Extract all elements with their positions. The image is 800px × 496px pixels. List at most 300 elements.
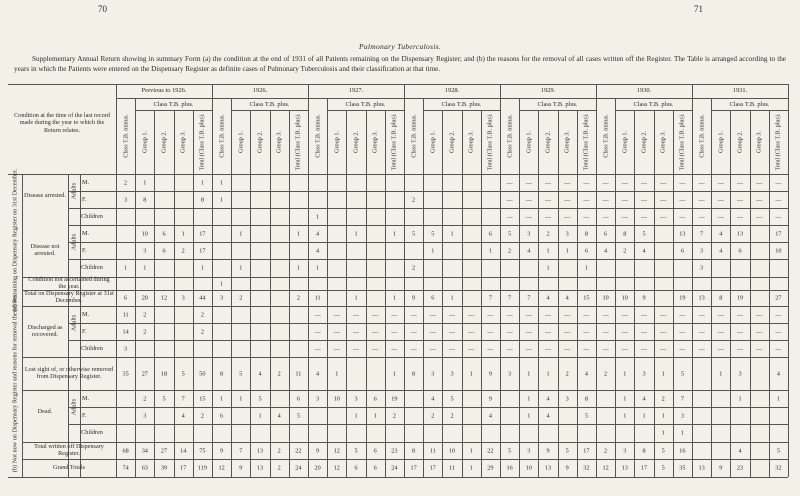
table-cell: 13 [679, 230, 686, 237]
table-cell: 2 [412, 196, 416, 203]
row-rule [68, 259, 788, 260]
table-cell: — [698, 328, 705, 335]
column-header: Group 1. [237, 131, 245, 153]
table-cell: 9 [546, 447, 550, 454]
table-cell: — [564, 213, 571, 220]
table-cell: 4 [181, 412, 185, 419]
table-cell: 17 [775, 230, 782, 237]
column-rule [154, 110, 155, 477]
column-rule [231, 98, 232, 477]
section-b-label: (b) Not now on Dispensary Register and reasons for removal therefrom. [11, 293, 19, 472]
table-cell: 3 [700, 264, 704, 272]
table-cell: 2 [296, 294, 300, 302]
column-header: Group 3. [467, 131, 475, 153]
table-cell: 3 [565, 230, 569, 237]
table-cell: 1 [220, 395, 224, 402]
table-cell: 12 [602, 464, 609, 472]
table-cell: 4 [584, 370, 588, 377]
table-cell: 24 [295, 464, 302, 472]
table-cell: 2 [200, 328, 204, 335]
table-cell: 39 [160, 464, 168, 472]
table-cell: 12 [160, 294, 168, 302]
column-header: Total (Class T.B. plus). [582, 113, 590, 171]
table-cell: — [736, 196, 744, 203]
table-cell: — [544, 345, 552, 352]
table-cell: 23 [736, 464, 744, 472]
table-cell: 6 [373, 464, 377, 472]
table-cell: 3 [680, 412, 684, 419]
tb-plus-header: Class T.B. plus. [153, 101, 194, 108]
table-cell: 4 [546, 412, 550, 419]
table-cell: 1 [661, 370, 665, 377]
table-cell: 2 [412, 264, 416, 272]
table-cell: 35 [679, 464, 686, 472]
table-cell: 7 [181, 395, 185, 402]
year-header: 1930. [636, 87, 652, 94]
table-cell: 11 [449, 464, 455, 472]
table-cell: — [756, 196, 763, 203]
table-cell: 4 [776, 370, 780, 377]
table-cell: — [717, 213, 724, 220]
tb-plus-header: Class T.B. plus. [249, 101, 290, 108]
table-cell: 5 [412, 230, 416, 237]
table-cell: 6 [680, 247, 684, 254]
table-cell: 1 [623, 412, 627, 419]
table-cell: 3 [220, 294, 224, 302]
table-cell: 5 [239, 370, 243, 377]
table-cell: — [775, 311, 782, 318]
table-cell: — [564, 311, 571, 318]
table-cell: — [717, 179, 724, 186]
table-cell: 22 [487, 447, 494, 454]
row-label: Total on Dispensary Register at 31st December. [24, 290, 114, 305]
column-header: Class T.B. minus. [122, 114, 130, 158]
column-header: Group 1. [141, 131, 149, 153]
table-cell: 1 [354, 294, 358, 302]
table-cell: — [544, 179, 552, 186]
column-rule [711, 98, 712, 477]
table-cell: 4 [488, 412, 492, 419]
table-cell: 13 [544, 464, 552, 472]
row-label: M. [82, 394, 90, 402]
table-cell: 68 [122, 447, 129, 454]
table-cell: 9 [239, 464, 243, 472]
table-cell: — [775, 213, 782, 220]
table-cell: 5 [776, 447, 780, 454]
table-cell: — [314, 328, 321, 335]
table-cell: 10 [775, 247, 782, 254]
table-bottom-rule [8, 477, 788, 478]
table-cell: — [698, 345, 705, 352]
table-cell: 9 [719, 464, 723, 472]
adults-label: Adults [70, 398, 78, 416]
table-cell: 9 [488, 395, 492, 402]
tb-plus-header: Class T.B. plus. [441, 101, 482, 108]
table-cell: — [583, 311, 590, 318]
table-cell: 1 [200, 179, 204, 186]
table-cell: 63 [141, 464, 148, 472]
table-cell: 4 [431, 395, 435, 402]
table-cell: 8 [719, 294, 723, 302]
row-label: F. [82, 246, 87, 254]
table-cell: — [333, 328, 340, 335]
table-cell: 1 [680, 429, 684, 437]
table-cell: — [544, 213, 552, 220]
table-cell: — [391, 328, 398, 335]
column-rule [577, 110, 578, 477]
table-cell: 1 [527, 412, 531, 419]
tb-plus-header: Class T.B. plus. [729, 101, 770, 108]
year-block-rule [788, 84, 789, 477]
column-header: Class T.B. minus. [314, 114, 322, 158]
table-cell: 1 [392, 370, 396, 377]
table-cell: 1 [392, 230, 396, 237]
table-cell: 3 [354, 395, 358, 402]
table-cell: 6 [124, 294, 128, 302]
column-header: Class T.B. minus. [506, 114, 514, 158]
table-cell: 6 [584, 247, 588, 254]
table-cell: 13 [256, 464, 264, 472]
row-rule [68, 242, 788, 243]
table-cell: 1 [450, 294, 454, 302]
table-cell: 19 [679, 294, 686, 302]
table-cell: 5 [258, 395, 262, 402]
row-label: M. [82, 310, 90, 318]
table-cell: 2 [143, 311, 147, 318]
table-cell: 6 [354, 464, 358, 472]
row-label: Grand Totals [53, 464, 85, 471]
table-cell: — [679, 345, 686, 352]
table-cell: 9 [488, 370, 492, 377]
table-cell: 12 [218, 464, 225, 472]
table-cell: 1 [220, 280, 224, 287]
table-cell: — [640, 179, 648, 186]
year-header: 1928. [444, 87, 460, 94]
column-header: Group 3. [179, 131, 187, 153]
table-cell: — [564, 345, 571, 352]
table-cell: 11 [314, 294, 321, 302]
table-cell: 23 [391, 447, 398, 454]
column-rule [270, 110, 271, 477]
table-cell: — [756, 328, 763, 335]
table-cell: 8 [623, 230, 627, 237]
table-cell: 1 [776, 395, 780, 402]
table-cell: 119 [197, 464, 207, 472]
table-cell: — [736, 213, 744, 220]
table-cell: 44 [199, 294, 206, 302]
column-rule [366, 110, 367, 477]
column-header: Class T.B. minus. [218, 114, 226, 158]
column-header: Total (Class T.B. plus). [294, 113, 302, 171]
table-cell: 1 [527, 370, 531, 377]
table-cell: 8 [200, 196, 204, 203]
table-cell: 1 [354, 412, 358, 419]
table-cell: 16 [506, 464, 513, 472]
table-cell: 1 [623, 370, 627, 377]
table-cell: 7 [700, 230, 704, 237]
table-cell: 1 [124, 264, 128, 272]
column-header: Total (Class T.B. plus). [678, 113, 686, 171]
year-header: 1929. [540, 87, 556, 94]
row-label: F. [82, 327, 87, 335]
table-cell: 5 [584, 412, 588, 419]
table-cell: 32 [583, 464, 590, 472]
table-cell: 8 [143, 196, 147, 203]
row-rule [68, 191, 788, 192]
table-cell: — [775, 345, 782, 352]
table-cell: — [736, 345, 744, 352]
table-cell: 8 [412, 370, 416, 377]
table-cell: 5 [642, 230, 646, 237]
row-label: Lost sight of, or otherwise removed from Dispensary Register. [24, 365, 114, 380]
table-cell: 4 [316, 370, 320, 377]
table-cell: 19 [391, 395, 398, 402]
column-header: Group 2. [160, 131, 168, 153]
table-cell: 3 [623, 447, 627, 454]
table-cell: 9 [565, 464, 569, 472]
table-cell: 17 [640, 464, 648, 472]
table-cell: 24 [391, 464, 398, 472]
table-cell: 4 [277, 412, 281, 419]
column-header: Group 3. [659, 131, 667, 153]
year-block-rule [500, 84, 501, 477]
table-cell: 17 [583, 447, 590, 454]
table-cell: — [775, 196, 782, 203]
table-cell: 6 [162, 230, 166, 237]
table-cell: — [660, 179, 667, 186]
column-rule [135, 98, 136, 477]
adults-label: Adults [70, 182, 78, 200]
table-cell: — [602, 345, 609, 352]
table-cell: 9 [642, 294, 646, 302]
table-cell: 1 [527, 395, 531, 402]
table-cell: 50 [199, 370, 206, 377]
table-cell: — [602, 328, 609, 335]
table-cell: 15 [199, 395, 206, 402]
row-label: Children [81, 212, 103, 220]
table-cell: 13 [698, 294, 705, 302]
table-cell: — [333, 345, 340, 352]
table-cell: 12 [333, 447, 340, 454]
table-cell: — [660, 196, 667, 203]
table-cell: — [564, 196, 571, 203]
table-cell: 5 [162, 395, 166, 402]
table-cell: 2 [604, 370, 608, 377]
table-cell: 10 [448, 447, 456, 454]
column-header: Group 2. [256, 131, 264, 153]
table-cell: 20 [314, 464, 321, 472]
table-cell: 3 [738, 370, 742, 377]
table-cell: 1 [258, 412, 262, 419]
table-cell: 1 [469, 370, 473, 377]
table-cell: 29 [487, 464, 494, 472]
column-rule [673, 110, 674, 477]
table-cell: 35 [122, 370, 129, 377]
table-cell: 1 [469, 447, 473, 454]
return-table [8, 84, 788, 480]
table-cell: 15 [583, 294, 590, 302]
column-rule [538, 110, 539, 477]
year-block-rule [692, 84, 693, 477]
row-rule [68, 340, 788, 341]
column-header: Group 2. [736, 131, 744, 153]
table-cell: 2 [392, 412, 396, 419]
table-cell: 2 [546, 230, 550, 237]
column-rule [615, 98, 616, 477]
column-rule [174, 110, 175, 477]
table-cell: — [391, 345, 398, 352]
table-cell: 5 [508, 447, 512, 454]
table-cell: — [660, 345, 667, 352]
row-rule [68, 323, 788, 324]
disease-arrested-label: Disease arrested. [24, 191, 66, 199]
table-cell: 4 [258, 370, 262, 377]
table-cell: 5 [181, 370, 185, 377]
table-cell: — [736, 311, 744, 318]
table-top-rule [8, 84, 788, 85]
year-block-rule [212, 84, 213, 477]
table-cell: — [506, 196, 513, 203]
table-cell: 1 [546, 264, 550, 272]
table-cell: 3 [527, 447, 531, 454]
table-cell: 2 [200, 412, 204, 419]
column-header: Group 2. [352, 131, 360, 153]
table-cell: 1 [431, 247, 435, 254]
table-cell: 3 [700, 247, 704, 254]
table-cell: — [448, 311, 456, 318]
table-cell: — [448, 328, 456, 335]
table-cell: 75 [199, 447, 206, 454]
row-label: Condition not ascertained during the year. [28, 275, 110, 290]
table-cell: 8 [220, 370, 224, 377]
table-cell: 3 [316, 395, 320, 402]
table-cell: 1 [719, 370, 723, 377]
table-cell: — [756, 311, 763, 318]
table-cell: — [698, 213, 705, 220]
table-cell: — [314, 345, 321, 352]
table-cell: 9 [220, 447, 224, 454]
table-cell: — [372, 311, 379, 318]
table-cell: 6 [738, 247, 742, 254]
table-cell: — [487, 311, 494, 318]
table-cell: 4 [642, 395, 646, 402]
table-cell: — [583, 213, 590, 220]
table-cell: 14 [180, 447, 187, 454]
table-cell: 3 [642, 370, 646, 377]
table-cell: 4 [546, 294, 550, 302]
table-cell: — [679, 311, 686, 318]
table-cell: — [698, 311, 705, 318]
table-cell: — [429, 311, 436, 318]
column-rule [442, 110, 443, 477]
column-rule [423, 98, 424, 477]
table-cell: — [698, 196, 705, 203]
year-block-rule [596, 84, 597, 477]
table-cell: 2 [143, 395, 147, 402]
row-label: F. [82, 411, 87, 419]
table-cell: 6 [431, 294, 435, 302]
column-header: Class T.B. minus. [410, 114, 418, 158]
table-cell: — [775, 328, 782, 335]
table-cell: 20 [141, 294, 148, 302]
table-cell: 17 [199, 230, 206, 237]
table-cell: 10 [621, 294, 628, 302]
table-cell: 1 [239, 395, 243, 402]
table-cell: — [583, 179, 590, 186]
table-cell: 27 [160, 447, 168, 454]
column-rule [193, 110, 194, 477]
table-cell: 2 [277, 447, 281, 454]
table-cell: 13 [256, 447, 264, 454]
table-cell: 6 [373, 395, 377, 402]
table-cell: — [640, 196, 648, 203]
year-header: 1927. [348, 87, 364, 94]
table-cell: 5 [431, 230, 435, 237]
table-cell: — [583, 196, 590, 203]
table-cell: 2 [431, 412, 435, 419]
tb-plus-header: Class T.B. plus. [345, 101, 386, 108]
table-cell: — [506, 328, 513, 335]
column-rule [346, 110, 347, 477]
column-rule [634, 110, 635, 477]
table-cell: 10 [141, 230, 148, 237]
table-cell: 9 [412, 294, 416, 302]
table-cell: 11 [295, 370, 302, 377]
column-header: Class T.B. minus. [602, 114, 610, 158]
table-cell: 34 [141, 447, 148, 454]
table-cell: — [640, 328, 648, 335]
table-cell: — [660, 328, 667, 335]
table-cell: — [583, 328, 590, 335]
header-bottom-rule [8, 174, 788, 175]
table-cell: — [564, 328, 571, 335]
table-cell: — [352, 311, 360, 318]
table-cell: 4 [604, 247, 608, 254]
table-cell: — [314, 311, 321, 318]
table-cell: 5 [661, 447, 665, 454]
table-cell: — [698, 179, 705, 186]
table-cell: 1 [661, 429, 665, 437]
column-header: Group 2. [640, 131, 648, 153]
table-cell: 27 [141, 370, 148, 377]
table-cell: 8 [584, 230, 588, 237]
table-cell: 3 [431, 370, 435, 377]
table-cell: — [602, 179, 609, 186]
table-cell: — [679, 328, 686, 335]
corner-label: Condition at the time of the last record made during the year to which the Return relates. [14, 112, 110, 134]
table-cell: 4 [316, 247, 320, 254]
table-cell: 1 [239, 264, 243, 272]
table-cell: 1 [392, 294, 396, 302]
adults-label: Adults [70, 233, 78, 251]
table-cell: 22 [295, 447, 302, 454]
table-cell: — [525, 196, 532, 203]
row-label: Total written off Dispensary Register. [34, 442, 104, 457]
table-cell: — [544, 311, 552, 318]
column-header: Class T.B. minus. [698, 114, 706, 158]
column-header: Group 1. [525, 131, 533, 153]
table-cell: 17 [199, 247, 206, 254]
table-cell: 1 [239, 230, 243, 237]
table-cell: 74 [122, 464, 129, 472]
discharged-label: Discharged as recovered. [27, 323, 63, 338]
table-cell: 13 [698, 464, 705, 472]
table-cell: 8 [642, 447, 646, 454]
column-rule [519, 98, 520, 477]
table-cell: 2 [565, 370, 569, 377]
table-cell: — [564, 179, 571, 186]
row-label: M. [82, 229, 90, 237]
